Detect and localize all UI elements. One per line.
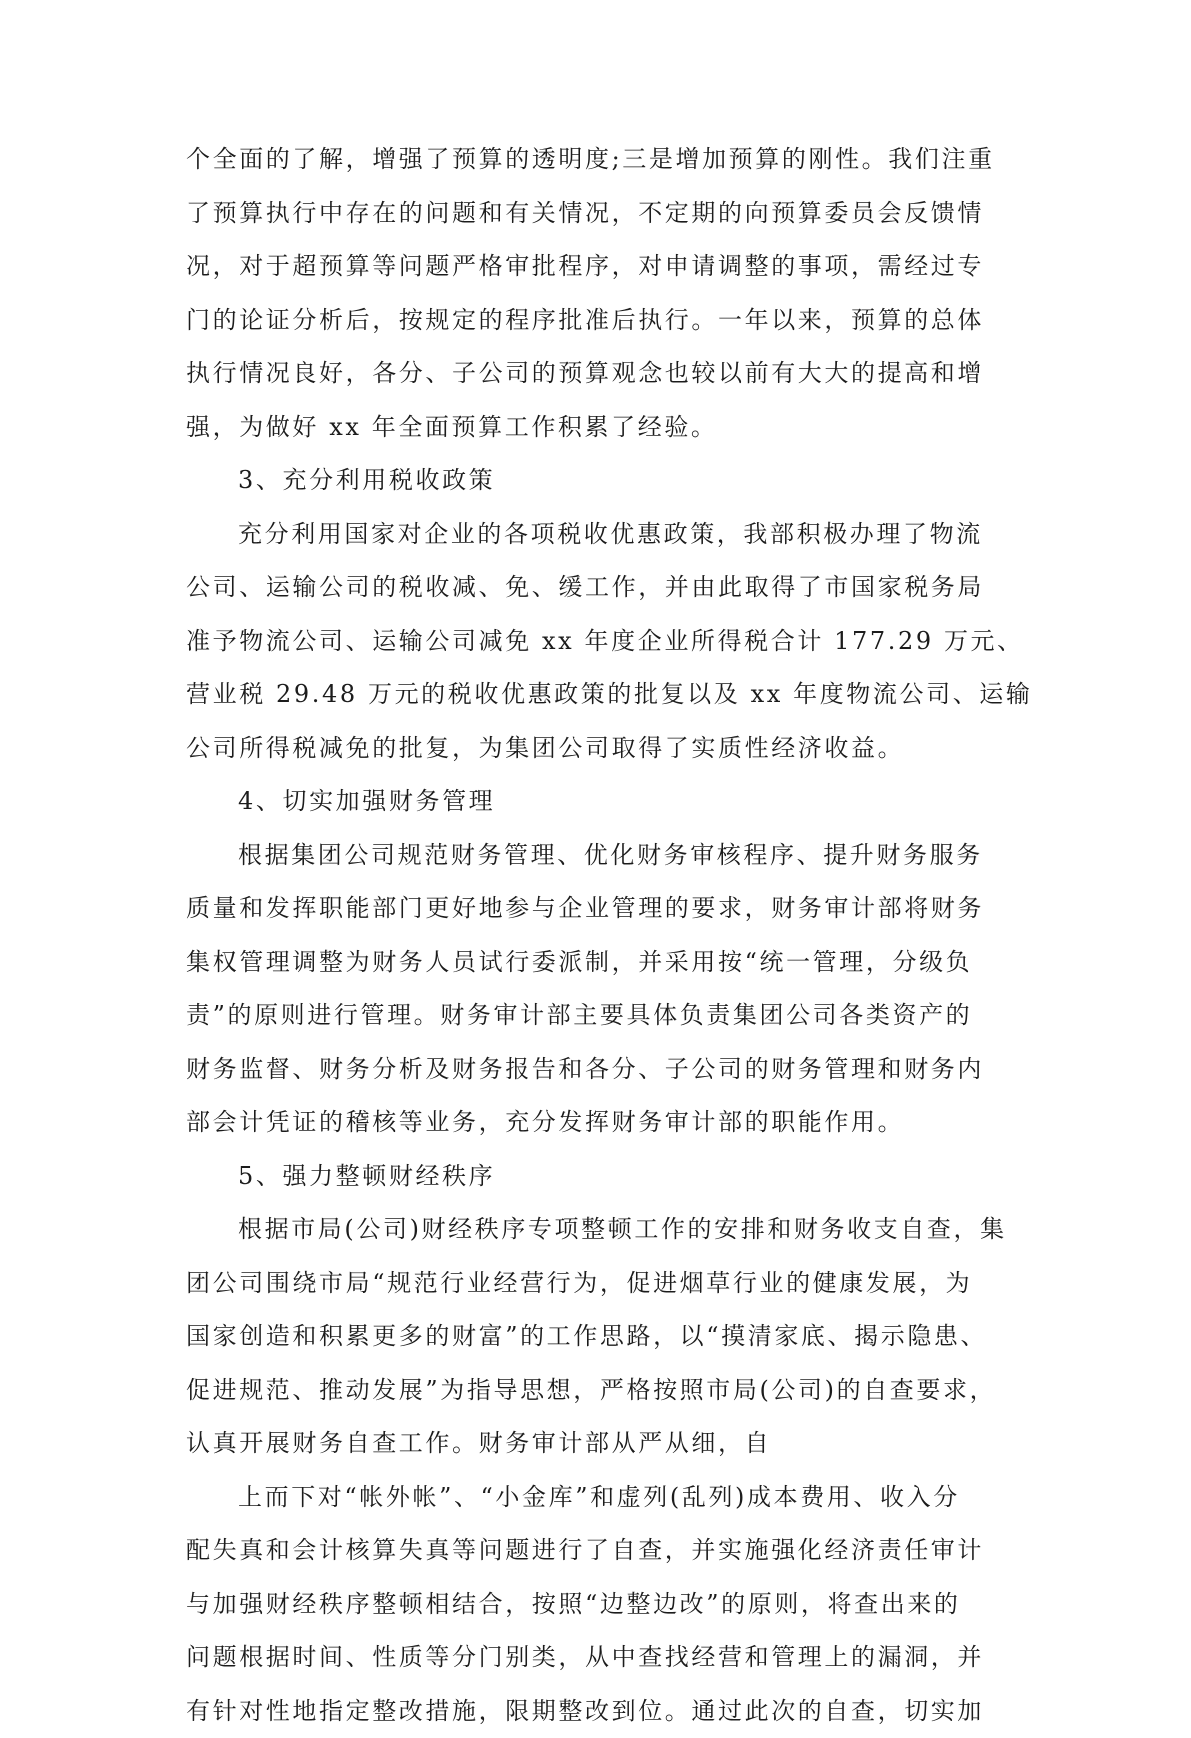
text-line: 充分利用国家对企业的各项税收优惠政策，我部积极办理了物流: [186, 508, 1026, 562]
text-line: 公司、运输公司的税收减、免、缓工作，并由此取得了市国家税务局: [186, 561, 1026, 615]
text-line: 国家创造和积累更多的财富”的工作思路，以“摸清家底、揭示隐患、: [186, 1310, 1026, 1364]
text-line: 了预算执行中存在的问题和有关情况，不定期的向预算委员会反馈情: [186, 187, 1026, 241]
document-body: [186, 133, 1026, 1738]
text-line: 营业税 29.48 万元的税收优惠政策的批复以及 xx 年度物流公司、运输: [186, 668, 1026, 722]
text-line: 团公司围绕市局“规范行业经营行为，促进烟草行业的健康发展，为: [186, 1257, 1026, 1311]
text-line: 财务监督、财务分析及财务报告和各分、子公司的财务管理和财务内: [186, 1043, 1026, 1097]
text-line: 根据集团公司规范财务管理、优化财务审核程序、提升财务服务: [186, 829, 1026, 883]
text-line: 个全面的了解，增强了预算的透明度;三是增加预算的刚性。我们注重: [186, 133, 1026, 187]
text-line: 门的论证分析后，按规定的程序批准后执行。一年以来，预算的总体: [186, 294, 1026, 348]
text-line: 准予物流公司、运输公司减免 xx 年度企业所得税合计 177.29 万元、: [186, 615, 1026, 669]
text-line: 执行情况良好，各分、子公司的预算观念也较以前有大大的提高和增: [186, 347, 1026, 401]
text-line: 问题根据时间、性质等分门别类，从中查找经营和管理上的漏洞，并: [186, 1631, 1026, 1685]
text-line: 况，对于超预算等问题严格审批程序，对申请调整的事项，需经过专: [186, 240, 1026, 294]
text-line: 强，为做好 xx 年全面预算工作积累了经验。: [186, 401, 1026, 455]
text-line: 5、强力整顿财经秩序: [186, 1150, 1026, 1204]
text-line: 集权管理调整为财务人员试行委派制，并采用按“统一管理，分级负: [186, 936, 1026, 990]
text-line: 上而下对“帐外帐”、“小金库”和虚列(乱列)成本费用、收入分: [186, 1471, 1026, 1525]
text-line: 3、充分利用税收政策: [186, 454, 1026, 508]
text-line: 4、切实加强财务管理: [186, 775, 1026, 829]
text-line: 质量和发挥职能部门更好地参与企业管理的要求，财务审计部将财务: [186, 882, 1026, 936]
text-line: 公司所得税减免的批复，为集团公司取得了实质性经济收益。: [186, 722, 1026, 776]
text-line: 部会计凭证的稽核等业务，充分发挥财务审计部的职能作用。: [186, 1096, 1026, 1150]
text-line: 有针对性地指定整改措施，限期整改到位。通过此次的自查，切实加: [186, 1685, 1026, 1738]
text-line: 责”的原则进行管理。财务审计部主要具体负责集团公司各类资产的: [186, 989, 1026, 1043]
text-line: 认真开展财务自查工作。财务审计部从严从细，自: [186, 1417, 1026, 1471]
text-line: 促进规范、推动发展”为指导思想，严格按照市局(公司)的自查要求，: [186, 1364, 1026, 1418]
text-line: 与加强财经秩序整顿相结合，按照“边整边改”的原则，将查出来的: [186, 1578, 1026, 1632]
text-line: 根据市局(公司)财经秩序专项整顿工作的安排和财务收支自查，集: [186, 1203, 1026, 1257]
text-line: 配失真和会计核算失真等问题进行了自查，并实施强化经济责任审计: [186, 1524, 1026, 1578]
